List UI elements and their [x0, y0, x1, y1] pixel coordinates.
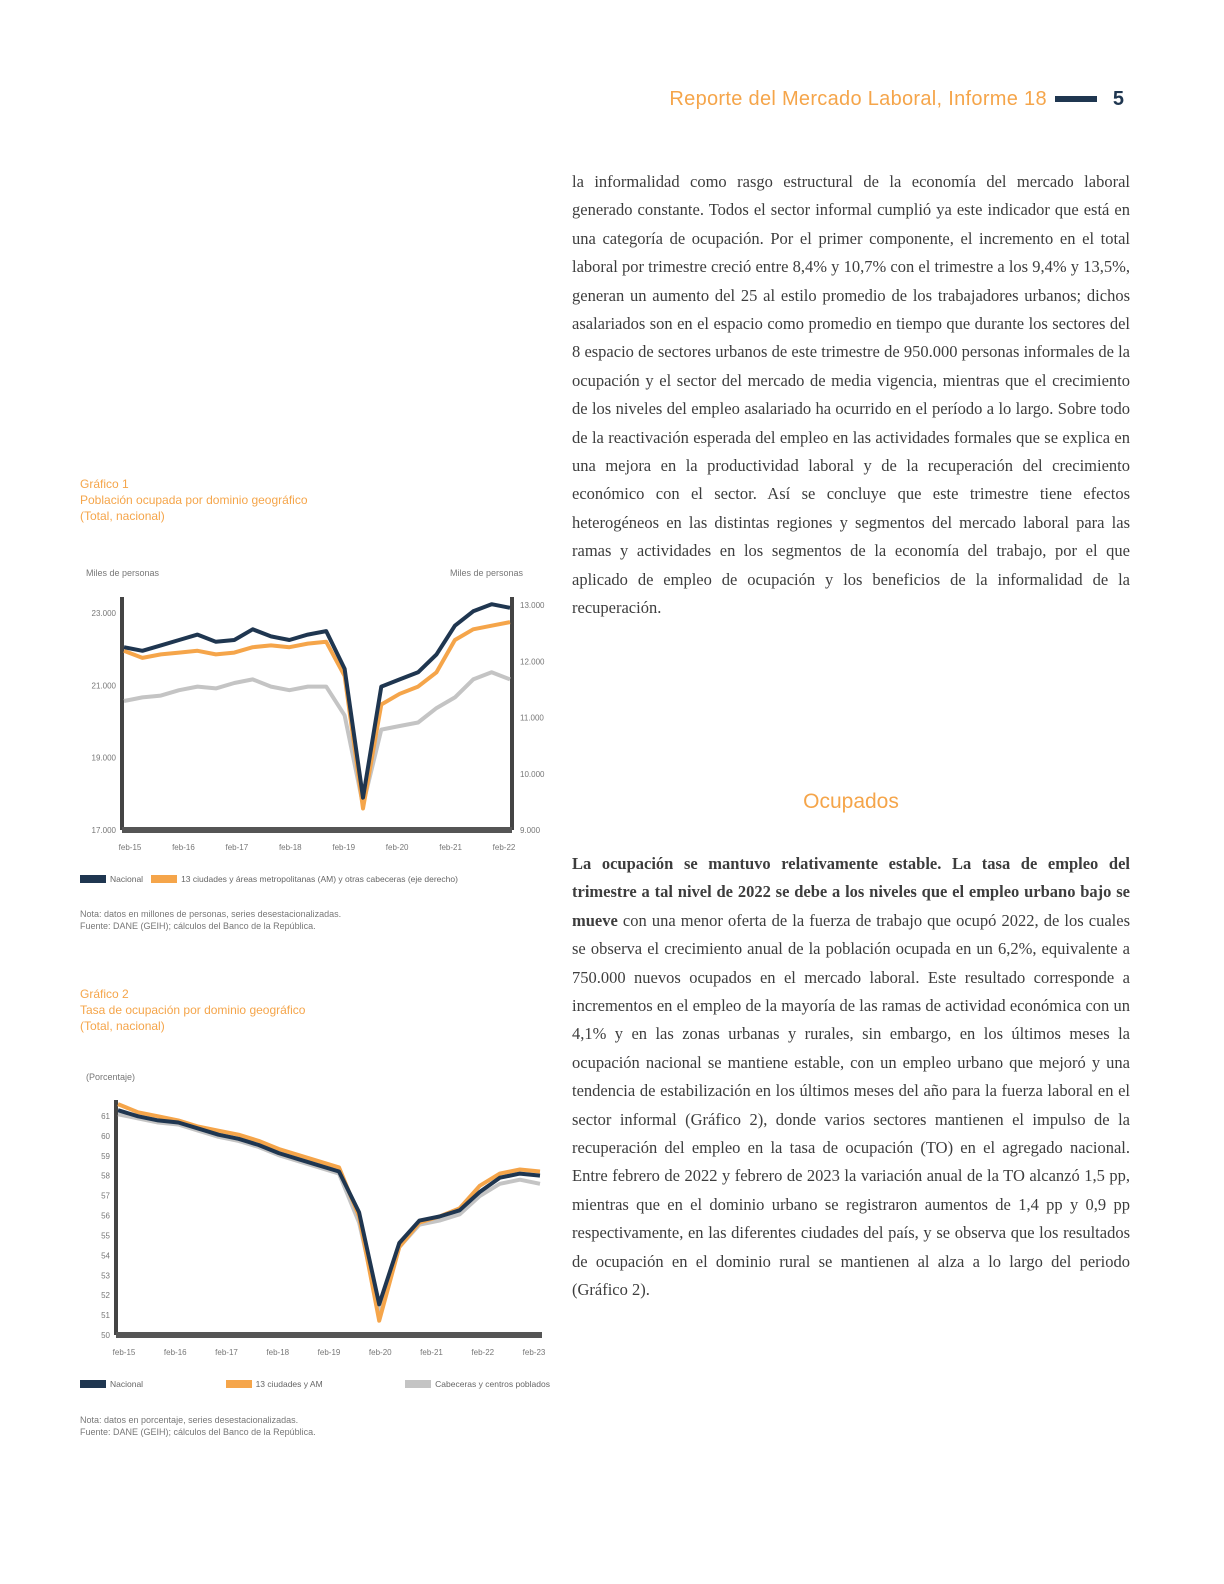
page-header	[669, 84, 1124, 114]
y-tick-label-right: 12.000	[520, 657, 545, 667]
y-tick-label: 23.000	[91, 609, 116, 618]
legend-label-rural: Cabeceras y centros poblados	[435, 1379, 550, 1389]
x-tick-label: feb-18	[266, 1348, 290, 1357]
x-tick-label: feb-16	[163, 1348, 187, 1357]
series-line-1	[118, 1104, 540, 1321]
header-accent-bar	[1055, 96, 1097, 102]
x-tick-label: feb-21	[439, 843, 462, 852]
chart1-note	[80, 908, 410, 932]
x-tick-label: feb-19	[317, 1348, 341, 1357]
chart2-source: Fuente: DANE (GEIH); cálculos del Banco de la República.	[80, 1427, 316, 1437]
x-tick-label: feb-15	[118, 843, 142, 852]
series-line-2	[118, 1114, 540, 1310]
legend-label-urbano: 13 ciudades y áreas metropolitanas (AM) y otras cabeceras (eje derecho)	[181, 874, 458, 884]
chart2-plot	[80, 1090, 550, 1365]
x-tick-label: feb-21	[420, 1348, 443, 1357]
chart1-source: Fuente: DANE (GEIH); cálculos del Banco de la República.	[80, 921, 316, 931]
chart1-title: Población ocupada por dominio geográfico	[80, 493, 308, 507]
chart2-legend	[80, 1379, 550, 1389]
x-tick-label: feb-20	[368, 1348, 392, 1357]
chart2-note-line1: Nota: datos en porcentaje, series desestacionalizadas.	[80, 1415, 299, 1425]
section-paragraph	[572, 850, 1130, 1305]
y-tick-label: 60	[101, 1131, 110, 1141]
series-line-1	[124, 622, 510, 808]
y-tick-label-right: 10.000	[520, 769, 545, 779]
x-tick-label: feb-20	[385, 843, 409, 852]
legend-swatch-rural	[405, 1380, 431, 1388]
legend-item-ciudades	[226, 1379, 323, 1389]
chart2-caption	[80, 986, 410, 1034]
legend-swatch-nacional	[80, 1380, 106, 1388]
x-tick-label: feb-19	[332, 843, 356, 852]
y-tick-label: 50	[101, 1331, 110, 1340]
legend-item-rural	[405, 1379, 550, 1389]
intro-paragraph: la informalidad como rasgo estructural de la economía del mercado laboral generado constante. Todos el sector informal cumplió ya este indicador que está en una categoría de ocupación. Por el primer componente, el incremento en el total laboral por trimestre creció entre 8,4% y 10,7% con el trimestre a los 9,4% y 13,5%, generan un aumento del 25 al estilo promedio de los trabajadores urbanos; dichos asalariados son en el espacio como promedio en tiempo que durante los sectores del 8 espacio de sectores urbanos de este trimestre de 950.000 personas informales de la ocupación y el sector del mercado de media vigencia, mientras que el crecimiento de los niveles del empleo asalariado ha ocurrido en el período a lo largo. Sobre todo de la reactivación esperada del empleo en las actividades formales que se explica en una mejora en la productividad laboral y de la recuperación del crecimiento económico con el sector. Así se concluye que este trimestre tiene efectos heterogéneos en las distintas regiones y segmentos del mercado laboral para las ramas y actividades en los segmentos de la economía del trabajo, por el que aplicado de empleo de ocupación y los beneficios de la informalidad de la recuperación.	[572, 172, 1130, 618]
y-tick-label-right: 9.000	[520, 826, 541, 835]
legend-swatch-urbano	[151, 875, 177, 883]
chart1-legend	[80, 874, 458, 884]
y-tick-label: 56	[101, 1211, 110, 1221]
legend-swatch-nacional	[80, 875, 106, 883]
chart2-axis-unit: (Porcentaje)	[86, 1072, 136, 1082]
y-tick-label: 59	[101, 1151, 110, 1161]
chart1-plot	[80, 585, 550, 860]
y-tick-label: 52	[101, 1291, 110, 1301]
page-number: 5	[1112, 87, 1124, 110]
series-line-2	[124, 672, 510, 805]
y-tick-label: 54	[101, 1251, 110, 1261]
header-title: Reporte del Mercado Laboral, Informe 18	[669, 87, 1047, 110]
legend-item-nacional	[80, 1379, 143, 1389]
section-title: Ocupados	[803, 790, 899, 813]
chart1-note-line1: Nota: datos en millones de personas, series desestacionalizadas.	[80, 909, 342, 919]
x-tick-label: feb-22	[471, 1348, 495, 1357]
x-tick-label: feb-22	[492, 843, 516, 852]
y-tick-label-right: 13.000	[520, 601, 545, 610]
y-tick-label: 51	[101, 1311, 110, 1321]
y-tick-label-right: 11.000	[520, 713, 544, 723]
y-tick-label: 53	[101, 1271, 110, 1281]
x-tick-label: feb-16	[172, 843, 195, 852]
chart1-number: Gráfico 1	[80, 477, 129, 491]
chart1-right-axis-unit: Miles de personas	[450, 568, 524, 578]
chart2-title: Tasa de ocupación por dominio geográfico	[80, 1003, 306, 1017]
y-tick-label: 17.000	[91, 826, 116, 835]
y-tick-label: 21.000	[91, 681, 116, 691]
chart1-left-axis-unit: Miles de personas	[86, 568, 160, 578]
section-paragraph-body: con una menor oferta de la fuerza de trabajo que ocupó 2022, de los cuales se observa el crecimiento anual de la población ocupada en un 6,2%, equivalente a 750.000 nuevos ocupados en el mercado laboral. Este resultado corresponde a incrementos en el empleo de la mayoría de las ramas de actividad económica con un 4,1% y en las zonas urbanas y rurales, sin embargo, en los últimos meses la ocupación nacional se mantiene estable, con un empleo urbano que mejoró y una tendencia de estabilización en los últimos meses del año para la fuerza laboral en el sector informal (Gráfico 2), donde varios sectores mantienen el impulso de la recuperación del empleo en la tasa de ocupación (TO) en el agregado nacional. Entre febrero de 2022 y febrero de 2023 la variación anual de la TO alcanzó 1,5 pp, mientras que en el dominio urbano se registraron aumentos de 1,4 pp y 0,9 pp respectivamente, en las diferentes ciudades del país, y se observa que los resultados de ocupación en el dominio rural se mantienen al alza a lo largo del periodo (Gráfico 2).	[572, 910, 1130, 1300]
x-tick-label: feb-23	[522, 1348, 546, 1357]
y-tick-label: 19.000	[91, 753, 116, 763]
chart1-caption	[80, 476, 410, 524]
y-tick-label: 55	[101, 1231, 110, 1241]
y-tick-label: 61	[101, 1112, 110, 1121]
x-tick-label: feb-15	[112, 1348, 136, 1357]
chart2-note	[80, 1414, 410, 1438]
chart2-subtitle: (Total, nacional)	[80, 1019, 165, 1033]
legend-swatch-ciudades	[226, 1380, 252, 1388]
series-line-0	[118, 1110, 540, 1304]
legend-label-nacional: Nacional	[110, 874, 144, 884]
chart2-number: Gráfico 2	[80, 987, 129, 1001]
section-paragraph-lead: La ocupación se mantuvo relativamente estable. La tasa de empleo del trimestre a tal nivel de 2022 se debe a los niveles que el empleo urbano bajo se mueve	[572, 854, 1130, 930]
y-tick-label: 58	[101, 1171, 110, 1181]
legend-label-ciudades: 13 ciudades y AM	[255, 1379, 323, 1389]
x-tick-label: feb-18	[278, 843, 302, 852]
x-tick-label: feb-17	[215, 1348, 238, 1357]
chart1-subtitle: (Total, nacional)	[80, 509, 165, 523]
y-tick-label: 57	[101, 1191, 110, 1201]
legend-label-nacional: Nacional	[110, 1379, 144, 1389]
x-tick-label: feb-17	[225, 843, 249, 852]
